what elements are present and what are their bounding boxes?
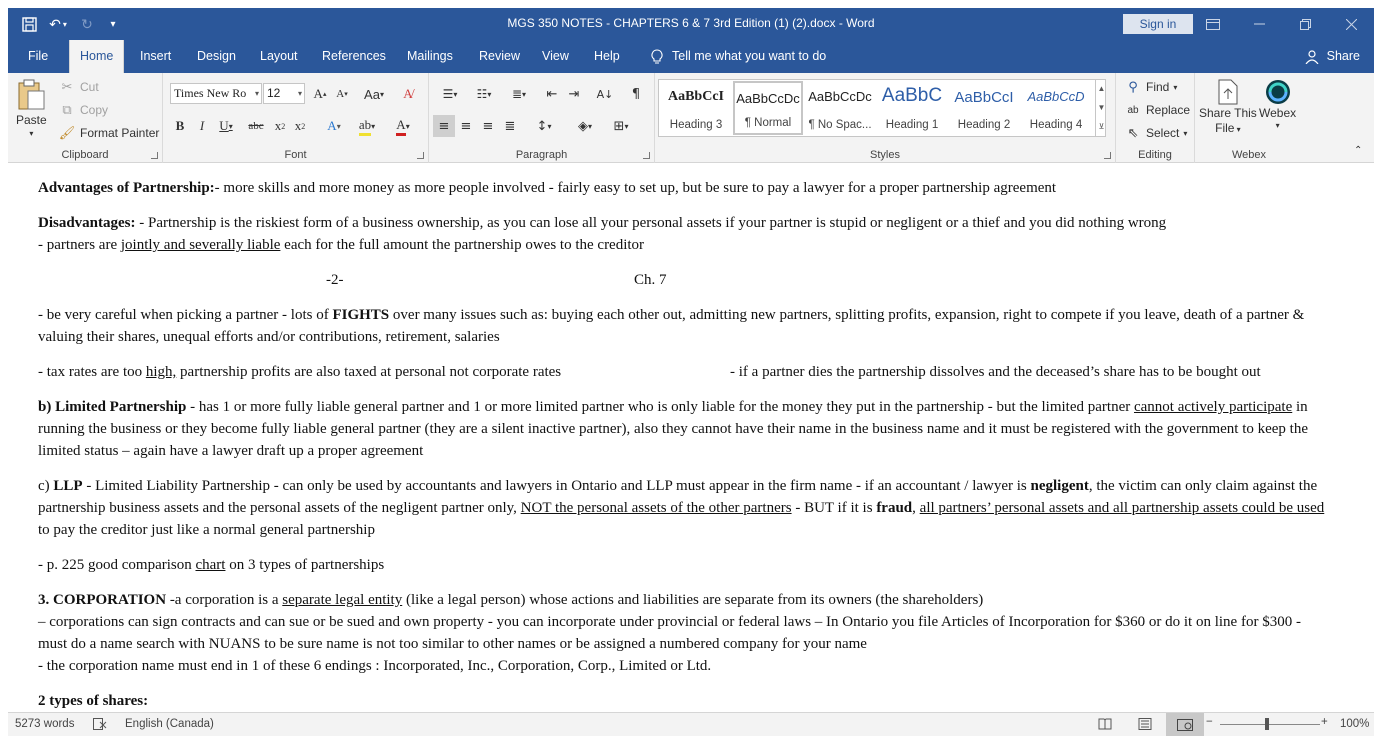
underline-icon[interactable]: U ▾ (219, 118, 233, 133)
text-run: , the victim can only claim against the partnership business assets and the personal assets of the negligent partner only, (38, 478, 1318, 516)
text-run: each for the full amount the partnership owes to the creditor (280, 237, 645, 253)
webex-button[interactable]: Webex ▾ (1259, 79, 1296, 130)
zoom-level[interactable]: 100% (1340, 718, 1370, 730)
chapter-label: Ch. 7 (634, 272, 667, 288)
status-bar (8, 712, 1374, 736)
scissors-icon: ✂ (61, 79, 73, 94)
underlined-text: chart (195, 557, 226, 573)
share-this-file-button[interactable]: Share This File ▾ (1199, 79, 1257, 135)
paragraph-fights (38, 304, 1328, 348)
webex-label: Webex (1259, 106, 1297, 120)
ribbon-tabs (8, 40, 1374, 73)
style-sample: AaBbCcDc (736, 91, 800, 106)
font-name-value: Times New Ro (174, 86, 247, 100)
lightbulb-icon (648, 48, 666, 66)
text-run: - the corporation name must end in 1 of these 6 endings : Incorporated, Inc., Corporation, Corp., Limited or Ltd. (38, 658, 712, 674)
advantages-text: - more skills and more money as more people involved - fairly easy to set up, but be sure to pay a lawyer for a proper partnership agreement (214, 180, 1057, 196)
style-normal[interactable] (733, 81, 803, 135)
clipboard-launcher-icon[interactable] (151, 152, 158, 159)
underlined-text: all partners’ personal assets and all partnership assets could be used (919, 500, 1325, 516)
bold-text: negligent (1030, 478, 1089, 494)
webex-logo-icon (1265, 79, 1291, 105)
undo-icon[interactable]: ↶ ▾ (49, 15, 67, 32)
change-case-icon[interactable]: Aa ▾ (364, 86, 384, 102)
font-launcher-icon[interactable] (417, 152, 424, 159)
style-name: Heading 1 (885, 119, 939, 131)
sort-icon[interactable]: A↓ (596, 87, 614, 101)
webex-group-label: Webex (1231, 149, 1267, 161)
font-size-value: 12 (267, 86, 281, 100)
zoom-in-button[interactable]: + (1321, 716, 1328, 728)
select-button[interactable]: ⇖ Select ▾ (1124, 124, 1187, 142)
find-button[interactable]: ⚲ Find ▾ (1124, 78, 1177, 96)
share-file-icon (1217, 79, 1239, 105)
zoom-out-button[interactable]: − (1206, 716, 1213, 728)
highlight-color-icon[interactable]: ab ▾ (351, 115, 383, 137)
line-spacing-icon[interactable]: ↕ ▾ (536, 118, 552, 134)
show-formatting-marks-icon[interactable]: ¶ (631, 86, 641, 102)
share-this-label: Share This (1199, 106, 1257, 120)
text-run: - partners are (38, 237, 121, 253)
tab-help[interactable]: Help (594, 49, 620, 63)
zoom-slider-track[interactable] (1220, 724, 1320, 725)
style-heading-2[interactable] (949, 81, 1019, 135)
document-body[interactable] (38, 177, 1328, 712)
file-label: File (1215, 121, 1235, 135)
subscript-icon[interactable]: x 2 (274, 118, 286, 133)
styles-launcher-icon[interactable] (1104, 152, 1111, 159)
window-title: MGS 350 NOTES - CHAPTERS 6 & 7 3rd Edition (1) (2).docx - Word (507, 16, 875, 30)
style-sample: AaBbC (881, 85, 943, 106)
web-layout-icon[interactable] (1166, 713, 1204, 736)
style-heading-4[interactable] (1021, 81, 1091, 135)
text-run: in running the business or they become fully liable general partner (they are a silent inactive partner), also they cannot have their name in the business name and it must be registered with the government to keep the limited status – again have a lawyer draft up a proper agreement (38, 399, 1308, 459)
paste-label: Paste (16, 113, 47, 127)
paragraph-label: Paragraph (515, 149, 568, 161)
find-icon: ⚲ (1128, 79, 1138, 94)
paragraph-tax (38, 361, 1328, 383)
text-effects-icon[interactable]: A ▾ (327, 118, 341, 133)
underlined-text: separate legal entity (282, 592, 403, 608)
underlined-text: high, (145, 364, 177, 380)
bold-text: b) Limited Partnership (38, 399, 187, 415)
styles-gallery (658, 79, 1106, 137)
advantages-heading: Advantages of Partnership: (38, 180, 215, 196)
style-no-spacing[interactable] (805, 81, 875, 135)
underlined-text: cannot actively participate (1133, 399, 1293, 415)
styles-gallery-scroll (1095, 79, 1107, 137)
paragraph-corporation (38, 589, 1328, 677)
zoom-slider-thumb[interactable] (1265, 718, 1269, 730)
text-run: – corporations can sign contracts and can sue or be sued and own property - you can incorporate under provincial or federal laws – In Ontario you file Articles of Incorporation for $360 or do it on line for $300 - must do a name search with NUANS to be sure name is not too similar to other names or be assigned a numbered company for your name (38, 614, 1301, 652)
align-center-icon[interactable]: ≡ (460, 118, 472, 134)
share-button[interactable] (1303, 40, 1360, 73)
paragraph-llp (38, 475, 1328, 541)
language-indicator[interactable]: English (Canada) (125, 718, 214, 730)
align-right-icon[interactable]: ≡ (482, 118, 494, 134)
gallery-up-icon[interactable]: ▲ (1097, 84, 1106, 93)
editing-group (1116, 73, 1195, 163)
tab-view[interactable]: View (542, 49, 569, 63)
tell-me-box[interactable] (638, 40, 836, 73)
copy-label: Copy (80, 103, 109, 117)
title-bar (8, 8, 1374, 40)
gallery-more-icon[interactable]: ⊻ (1098, 122, 1105, 131)
paintbrush-icon: 🖌 (58, 125, 76, 140)
print-layout-icon[interactable] (1138, 718, 1152, 733)
text-run: (like a legal person) whose actions and liabilities are separate from its owners (the shareholders) (402, 592, 984, 608)
read-mode-icon[interactable] (1098, 718, 1112, 733)
tab-layout[interactable]: Layout (260, 49, 298, 63)
superscript-icon[interactable]: x 2 (294, 118, 306, 133)
grow-font-icon[interactable]: A ▴ (313, 86, 327, 101)
bullets-icon[interactable]: ☰ ▾ (442, 87, 458, 101)
text-run: - tax rates are too (38, 364, 146, 380)
editing-label: Editing (1138, 149, 1172, 161)
text-run: - p. 225 good comparison (38, 557, 196, 573)
disadvantages-heading: Disadvantages: (38, 215, 136, 231)
gallery-down-icon[interactable]: ▼ (1097, 103, 1106, 112)
paragraph-disadvantages (38, 212, 1328, 256)
text-run: - BUT if it is (791, 500, 877, 516)
ribbon-display-options-icon[interactable] (1190, 12, 1236, 36)
ribbon (8, 73, 1374, 163)
page-header-line (38, 269, 1328, 291)
text-run: on 3 types of partnerships (225, 557, 385, 573)
text-run: over many issues such as: buying each other out, admitting new partners, splitting profits, expansion, right to compete if you leave, death of a partner & valuing their shares, unequal efforts and/or contributions, retirement, salaries (38, 307, 1305, 345)
tab-review[interactable]: Review (479, 49, 520, 63)
word-count[interactable]: 5273 words (15, 718, 75, 730)
tab-file[interactable]: File (28, 49, 49, 63)
replace-label: Replace (1146, 103, 1191, 117)
tab-references[interactable]: References (322, 49, 386, 63)
text-run: partnership profits are also taxed at personal not corporate rates (176, 364, 562, 380)
tell-me-text: Tell me what you want to do (672, 49, 827, 63)
increase-indent-icon[interactable]: ⇥ (568, 86, 580, 102)
document-area[interactable] (8, 163, 1374, 712)
tab-home[interactable]: Home (69, 40, 124, 73)
format-painter-label: Format Painter (80, 126, 160, 140)
paste-icon (16, 79, 46, 111)
underlined-text: NOT the personal assets of the other partners (520, 500, 792, 516)
collapse-ribbon-icon[interactable]: ⌃ (1354, 145, 1363, 156)
style-sample: AaBbCcI (954, 89, 1014, 106)
style-sample: AaBbCcI (667, 89, 724, 104)
format-painter-button[interactable] (58, 124, 159, 142)
bold-text: LLP (53, 478, 83, 494)
replace-button[interactable] (1124, 101, 1190, 119)
customize-qat-icon[interactable]: ▾ (110, 18, 116, 30)
cursor-arrow-icon: ⇖ (1127, 125, 1139, 140)
align-left-icon[interactable]: ≡ (433, 115, 455, 137)
italic-icon[interactable]: I (199, 118, 205, 133)
cut-button (58, 78, 99, 96)
font-name-box[interactable]: Times New Ro ▾ (170, 83, 262, 104)
replace-icon: ab (1127, 104, 1139, 116)
multilevel-list-icon[interactable]: ≣ ▾ (511, 87, 527, 101)
bold-icon[interactable]: B (175, 118, 185, 133)
style-name: ¶ Normal (744, 117, 792, 129)
webex-group (1195, 73, 1303, 163)
share-label: Share (1326, 49, 1360, 63)
text-run: to pay the creditor just like a normal general partnership (38, 522, 375, 538)
bold-text: 2 types of shares: (38, 693, 149, 709)
underlined-text: jointly and severally liable (120, 237, 281, 253)
paragraph-advantages (38, 177, 1328, 199)
shrink-font-icon[interactable]: A ▾ (336, 88, 348, 100)
paragraph-group (429, 73, 655, 163)
select-label: Select (1146, 126, 1180, 140)
copy-button (58, 101, 108, 119)
text-run: - if a partner dies the partnership dissolves and the deceased’s share has to be bought out (730, 364, 1261, 380)
restore-icon[interactable] (1282, 12, 1328, 36)
bold-text: fraud (876, 500, 913, 516)
bold-text: 3. CORPORATION (38, 592, 167, 608)
style-heading-1[interactable] (877, 81, 947, 135)
clipboard-group (8, 73, 163, 163)
style-sample: AaBbCcDc (808, 89, 872, 104)
style-sample: AaBbCcD (1027, 89, 1085, 104)
font-label: Font (284, 149, 307, 161)
page-number: -2- (326, 272, 344, 288)
justify-icon[interactable]: ≣ (504, 118, 516, 134)
text-run: - has 1 or more fully liable general partner and 1 or more limited partner who is only liable for the money they put in the partnership - but the limited partner (186, 399, 1134, 415)
styles-label: Styles (870, 149, 900, 161)
paragraph-limited-partnership (38, 396, 1328, 462)
person-icon (1303, 48, 1321, 66)
copy-icon: ⧉ (62, 102, 72, 117)
text-run: , (912, 500, 920, 516)
font-color-icon[interactable]: A ▾ (387, 115, 419, 137)
text-run: -a corporation is a (166, 592, 283, 608)
paste-button[interactable]: Paste ▾ (16, 79, 47, 138)
tab-insert[interactable]: Insert (140, 49, 172, 63)
disadvantages-text: - Partnership is the riskiest form of a business ownership, as you can lose all your personal assets if your partner is stupid or negligent or a thief and you did nothing wrong (135, 215, 1167, 231)
style-name: Heading 3 (669, 119, 723, 131)
style-name: Heading 4 (1029, 119, 1083, 131)
paragraph-launcher-icon[interactable] (643, 152, 650, 159)
clipboard-label: Clipboard (61, 149, 109, 161)
close-icon[interactable] (1328, 12, 1374, 36)
strikethrough-icon[interactable]: abc (248, 120, 264, 132)
proofing-icon[interactable] (93, 718, 107, 733)
style-name: ¶ No Spac... (808, 119, 872, 131)
style-heading-3[interactable] (661, 81, 731, 135)
text-run: - be very careful when picking a partner - lots of (38, 307, 333, 323)
redo-icon: ↻ (81, 15, 93, 32)
numbering-icon[interactable]: ☷ ▾ (476, 87, 492, 101)
paragraph-shares (38, 690, 1328, 712)
borders-icon[interactable]: ⊞ ▾ (613, 118, 629, 134)
tab-mailings[interactable]: Mailings (407, 49, 453, 63)
clear-formatting-icon[interactable]: A̸ (403, 86, 413, 101)
font-group (163, 73, 429, 163)
sign-in-button[interactable]: Sign in (1123, 14, 1193, 34)
style-name: Heading 2 (957, 119, 1011, 131)
find-label: Find (1146, 80, 1170, 94)
text-run: - Limited Liability Partnership - can only be used by accountants and lawyers in Ontario and LLP must appear in the firm name - if an accountant / lawyer is (82, 478, 1031, 494)
tab-design[interactable]: Design (197, 49, 236, 63)
font-size-box[interactable]: 12 ▾ (263, 83, 305, 104)
shading-icon[interactable]: ◈ ▾ (577, 118, 592, 134)
decrease-indent-icon[interactable]: ⇤ (546, 86, 558, 102)
text-run: c) (38, 478, 54, 494)
bold-text: FIGHTS (332, 307, 390, 323)
cut-label: Cut (80, 80, 99, 94)
paragraph-comparison (38, 554, 1328, 576)
minimize-icon[interactable] (1236, 12, 1282, 36)
